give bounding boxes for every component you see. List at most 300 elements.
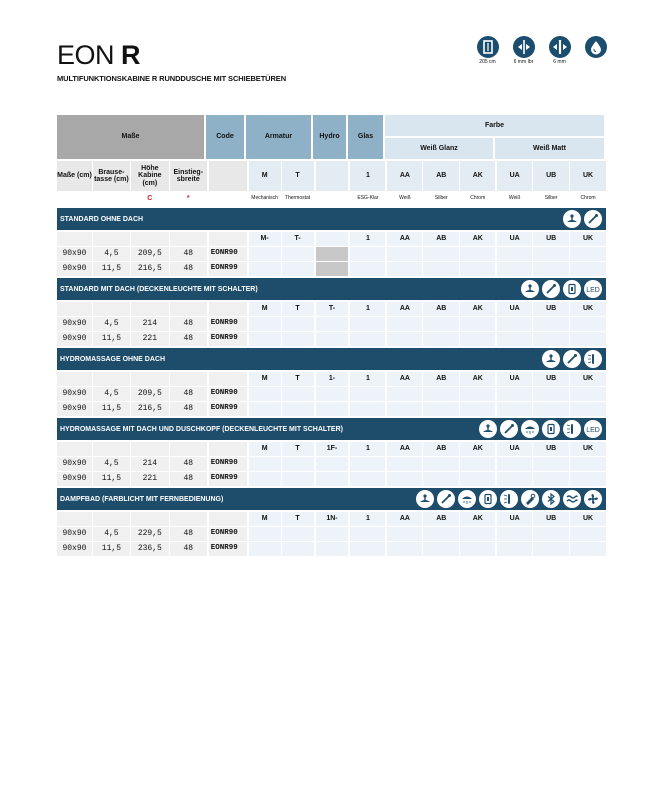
cell-empty (282, 317, 314, 331)
cell-code: EONR90 (209, 247, 247, 261)
header-armatur: Armatur (246, 115, 311, 159)
cell-empty (316, 542, 349, 556)
code-ak: AK (460, 302, 495, 316)
code-cell-empty (209, 372, 247, 386)
title-bold: R (121, 40, 141, 70)
cell-empty (497, 332, 532, 346)
cell-hoehe: 216,5 (131, 402, 169, 416)
cell-empty (249, 262, 281, 276)
code-t: T (282, 512, 314, 526)
cell-masse: 90x90 (57, 262, 92, 276)
water-drop-icon (585, 36, 607, 58)
cell-code: EONR90 (209, 527, 247, 541)
cell-empty (350, 247, 385, 261)
section-title: STANDARD MIT DACH (DECKENLEUCHTE MIT SCHALTER) (60, 285, 258, 293)
section-code-row (57, 372, 606, 386)
cell-empty (282, 402, 314, 416)
table-row (57, 387, 606, 401)
cell-empty (570, 472, 606, 486)
cell-empty (460, 262, 495, 276)
cell-empty (570, 542, 606, 556)
code-t: T- (282, 232, 314, 246)
cell-empty (249, 247, 281, 261)
cell-code: EONR90 (209, 387, 247, 401)
cell-empty (570, 317, 606, 331)
cell-empty (533, 402, 569, 416)
table-row (57, 317, 606, 331)
code-ak: AK (460, 512, 495, 526)
seat-icon (479, 420, 497, 438)
col-brausetasse: Brause-tasse (cm) (93, 161, 130, 191)
code-cell-empty (131, 372, 169, 386)
shower-hand-icon (584, 210, 602, 228)
section-header (57, 278, 606, 300)
code-m: M (249, 302, 281, 316)
code-cell-empty (57, 302, 92, 316)
cell-empty (350, 387, 385, 401)
code-cell-empty (131, 512, 169, 526)
code-hydro: 1- (316, 372, 349, 386)
cell-empty (316, 317, 349, 331)
cell-empty (423, 542, 459, 556)
cell-hoehe: 209,5 (131, 247, 169, 261)
code-cell-empty (170, 372, 207, 386)
code-cell-empty (93, 372, 130, 386)
col-ua: UA (497, 161, 532, 191)
code-cell-empty (170, 512, 207, 526)
cell-empty (533, 332, 569, 346)
code-ak: AK (460, 232, 495, 246)
cell-empty (249, 457, 281, 471)
code-ua: UA (497, 442, 532, 456)
color-light-icon (521, 490, 539, 508)
code-cell-empty (131, 442, 169, 456)
code-cell-empty (57, 232, 92, 246)
product-table (57, 115, 606, 556)
code-ak: AK (460, 442, 495, 456)
col-uk: UK (570, 161, 606, 191)
cell-empty (387, 457, 422, 471)
code-cell-empty (93, 302, 130, 316)
section-feature-icons (521, 280, 602, 298)
cell-empty (423, 527, 459, 541)
code-ub: UB (533, 232, 569, 246)
body-jets-icon (500, 490, 518, 508)
cell-empty (282, 247, 314, 261)
product-title (57, 40, 140, 71)
cell-code: EONR90 (209, 317, 247, 331)
seat-icon (416, 490, 434, 508)
code-aa: AA (387, 372, 422, 386)
cell-empty (423, 457, 459, 471)
col-ab: AB (423, 161, 459, 191)
cell-code: EONR99 (209, 262, 247, 276)
cell-empty (316, 402, 349, 416)
col-code-empty (209, 161, 247, 191)
cell-empty (282, 472, 314, 486)
cell-einstieg: 48 (170, 247, 207, 261)
code-uk: UK (570, 512, 606, 526)
title-light: EON (57, 40, 115, 70)
cell-empty (497, 262, 532, 276)
section-feature-icons (563, 210, 602, 228)
shower-hand-icon (542, 280, 560, 298)
glass-6mm-icon (513, 36, 535, 58)
cell-empty (533, 527, 569, 541)
cell-empty (460, 387, 495, 401)
table-row (57, 542, 606, 556)
code-ab: AB (423, 442, 459, 456)
table-row (57, 247, 606, 261)
cell-empty (460, 542, 495, 556)
cell-empty (497, 457, 532, 471)
table-row (57, 457, 606, 471)
col-hydro-empty (316, 161, 349, 191)
svg-text:LED: LED (586, 427, 600, 434)
cell-empty (423, 402, 459, 416)
cell-empty (570, 457, 606, 471)
cell-empty (533, 472, 569, 486)
color-name-aa: Weiß (399, 195, 411, 202)
cell-code: EONR99 (209, 332, 247, 346)
col-ak: AK (460, 161, 495, 191)
cell-empty (282, 542, 314, 556)
c-mark: C (147, 195, 153, 203)
height-icon (477, 36, 499, 58)
body-jets-icon (563, 420, 581, 438)
cell-empty (387, 387, 422, 401)
height-icon-box (474, 36, 501, 65)
cell-tasse: 11,5 (93, 542, 130, 556)
cell-code: EONR99 (209, 472, 247, 486)
code-ab: AB (423, 302, 459, 316)
code-cell-empty (209, 442, 247, 456)
bluetooth-icon (542, 490, 560, 508)
code-hydro: 1N- (316, 512, 349, 526)
cell-hoehe: 229,5 (131, 527, 169, 541)
head-shower-icon (458, 490, 476, 508)
code-ab: AB (423, 372, 459, 386)
header-farbe: Farbe (385, 115, 604, 136)
cell-einstieg: 48 (170, 317, 207, 331)
color-name-uk: Chrom (580, 195, 596, 202)
code-ub: UB (533, 442, 569, 456)
code-cell-empty (209, 302, 247, 316)
cell-empty (497, 317, 532, 331)
shower-hand-icon (437, 490, 455, 508)
mech-label: Mechanisch (251, 195, 278, 202)
cell-empty (460, 472, 495, 486)
color-name-ab: Silber (434, 195, 448, 202)
led-icon (584, 280, 602, 298)
cell-masse: 90x90 (57, 387, 92, 401)
code-ub: UB (533, 372, 569, 386)
cell-empty (570, 387, 606, 401)
cell-empty (316, 457, 349, 471)
code-t: T (282, 442, 314, 456)
code-aa: AA (387, 512, 422, 526)
col-glas: 1 (350, 161, 385, 191)
cell-masse: 90x90 (57, 402, 92, 416)
section-code-row (57, 442, 606, 456)
header-code: Code (206, 115, 244, 159)
cell-empty (570, 247, 606, 261)
code-glas: 1 (350, 442, 385, 456)
cell-empty (497, 527, 532, 541)
header-weiss-glanz: Weiß Glanz (385, 138, 493, 159)
cell-tasse: 11,5 (93, 262, 130, 276)
col-hoehe: Höhe Kabine (cm) (131, 161, 169, 191)
seat-icon (563, 210, 581, 228)
table-row (57, 527, 606, 541)
col-masse-cm: Maße (cm) (57, 161, 92, 191)
cell-empty (350, 402, 385, 416)
code-hydro (316, 232, 349, 246)
star-mark: * (186, 195, 190, 203)
led-icon (584, 420, 602, 438)
height-label: 205 cm (479, 59, 496, 65)
cell-empty (497, 542, 532, 556)
cell-empty (533, 457, 569, 471)
cell-empty (570, 262, 606, 276)
cell-einstieg: 48 (170, 472, 207, 486)
code-ab: AB (423, 512, 459, 526)
cell-empty (497, 387, 532, 401)
cell-masse: 90x90 (57, 457, 92, 471)
header-row-1 (57, 115, 606, 159)
col-einstieg: Einstieg-sbreite (170, 161, 207, 191)
cell-einstieg: 48 (170, 402, 207, 416)
section-header (57, 418, 606, 440)
cell-empty (282, 457, 314, 471)
table-row (57, 332, 606, 346)
table-row (57, 262, 606, 276)
code-m: M (249, 442, 281, 456)
col-m: M (249, 161, 281, 191)
section-title: HYDROMASSAGE OHNE DACH (60, 355, 166, 363)
switch-icon (479, 490, 497, 508)
cell-empty (460, 317, 495, 331)
fan-icon (584, 490, 602, 508)
cell-empty (249, 387, 281, 401)
code-m: M (249, 372, 281, 386)
code-cell-empty (93, 232, 130, 246)
cell-empty (316, 332, 349, 346)
cell-empty (249, 542, 281, 556)
cell-tasse: 4,5 (93, 387, 130, 401)
section-feature-icons (416, 490, 602, 508)
section-title: STANDARD OHNE DACH (60, 215, 144, 223)
col-aa: AA (387, 161, 422, 191)
cell-einstieg: 48 (170, 332, 207, 346)
section-header (57, 488, 606, 510)
code-ub: UB (533, 512, 569, 526)
color-name-ak: Chrom (470, 195, 486, 202)
cell-empty (350, 527, 385, 541)
cell-empty (249, 402, 281, 416)
code-cell-empty (57, 442, 92, 456)
cell-empty (460, 332, 495, 346)
code-aa: AA (387, 442, 422, 456)
glass-thickness-label: 6 mm (553, 59, 566, 65)
cell-hoehe: 214 (131, 317, 169, 331)
body-jets-icon (584, 350, 602, 368)
code-ua: UA (497, 372, 532, 386)
cell-empty (282, 262, 314, 276)
cell-empty (387, 402, 422, 416)
cell-empty (460, 402, 495, 416)
svg-text:LED: LED (586, 287, 600, 294)
cell-empty (460, 247, 495, 261)
cell-empty (533, 387, 569, 401)
code-uk: UK (570, 442, 606, 456)
cell-empty (316, 387, 349, 401)
header-hydro: Hydro (313, 115, 346, 159)
cell-empty (387, 262, 422, 276)
cell-einstieg: 48 (170, 457, 207, 471)
cell-code: EONR99 (209, 542, 247, 556)
code-uk: UK (570, 372, 606, 386)
cell-empty (282, 387, 314, 401)
cell-tasse: 4,5 (93, 247, 130, 261)
cell-code: EONR90 (209, 457, 247, 471)
cell-einstieg: 48 (170, 387, 207, 401)
cell-empty (350, 472, 385, 486)
cell-empty (249, 527, 281, 541)
cell-hoehe: 221 (131, 332, 169, 346)
cell-hoehe: 221 (131, 472, 169, 486)
glass-thickness-icon-box (546, 36, 573, 65)
col-t: T (282, 161, 314, 191)
code-t: T (282, 302, 314, 316)
cell-tasse: 4,5 (93, 317, 130, 331)
cell-empty (316, 247, 349, 261)
cell-tasse: 4,5 (93, 527, 130, 541)
code-ub: UB (533, 302, 569, 316)
cell-empty (282, 527, 314, 541)
sections-container (57, 208, 606, 556)
cell-empty (387, 332, 422, 346)
cell-hoehe: 214 (131, 457, 169, 471)
cell-tasse: 11,5 (93, 402, 130, 416)
code-m: M- (249, 232, 281, 246)
cell-empty (423, 387, 459, 401)
cell-empty (497, 472, 532, 486)
steam-icon (563, 490, 581, 508)
cell-masse: 90x90 (57, 332, 92, 346)
cell-empty (387, 527, 422, 541)
code-hydro: 1F- (316, 442, 349, 456)
section-code-row (57, 232, 606, 246)
code-hydro: T- (316, 302, 349, 316)
code-cell-empty (170, 302, 207, 316)
code-ab: AB (423, 232, 459, 246)
code-uk: UK (570, 232, 606, 246)
product-subtitle: MULTIFUNKTIONSKABINE R RUNDDUSCHE MIT SCHIEBETÜREN (57, 74, 287, 83)
section-code-row (57, 302, 606, 316)
cell-empty (316, 527, 349, 541)
section-feature-icons (542, 350, 602, 368)
cell-hoehe: 209,5 (131, 387, 169, 401)
code-cell-empty (57, 512, 92, 526)
glass-thickness-icon (549, 36, 571, 58)
cell-empty (387, 247, 422, 261)
header-farbe-group (385, 115, 604, 159)
cell-einstieg: 48 (170, 542, 207, 556)
cell-tasse: 11,5 (93, 332, 130, 346)
code-cell-empty (131, 232, 169, 246)
color-name-ua: Weiß (508, 195, 521, 202)
cell-empty (350, 542, 385, 556)
cell-empty (460, 457, 495, 471)
cell-tasse: 11,5 (93, 472, 130, 486)
code-ak: AK (460, 372, 495, 386)
cell-empty (316, 262, 349, 276)
thermo-label: Thermostat (284, 195, 311, 202)
cell-empty (570, 527, 606, 541)
esg-label: ESG-Klar (357, 195, 379, 202)
header-farbe-sub (385, 138, 604, 159)
code-m: M (249, 512, 281, 526)
cell-empty (423, 472, 459, 486)
cell-empty (350, 457, 385, 471)
section-code-row (57, 512, 606, 526)
code-ua: UA (497, 232, 532, 246)
seat-icon (542, 350, 560, 368)
cell-hoehe: 216,5 (131, 262, 169, 276)
cell-empty (497, 402, 532, 416)
water-drop-icon-box (582, 36, 609, 65)
cell-einstieg: 48 (170, 262, 207, 276)
code-glas: 1 (350, 512, 385, 526)
code-t: T (282, 372, 314, 386)
code-cell-empty (209, 232, 247, 246)
cell-empty (460, 527, 495, 541)
glass-6mm-icon-box (510, 36, 537, 65)
code-glas: 1 (350, 302, 385, 316)
code-glas: 1 (350, 372, 385, 386)
header-row-3 (57, 192, 606, 206)
cell-empty (249, 332, 281, 346)
code-cell-empty (170, 442, 207, 456)
cell-masse: 90x90 (57, 542, 92, 556)
cell-empty (423, 262, 459, 276)
cell-empty (282, 332, 314, 346)
col-ub: UB (533, 161, 569, 191)
shower-hand-icon (563, 350, 581, 368)
cell-empty (423, 317, 459, 331)
seat-icon (521, 280, 539, 298)
code-glas: 1 (350, 232, 385, 246)
cell-empty (533, 317, 569, 331)
section-feature-icons (479, 420, 602, 438)
code-ua: UA (497, 512, 532, 526)
cell-empty (350, 262, 385, 276)
top-icons (474, 36, 609, 65)
cell-empty (249, 317, 281, 331)
cell-masse: 90x90 (57, 527, 92, 541)
cell-masse: 90x90 (57, 317, 92, 331)
cell-code: EONR99 (209, 402, 247, 416)
code-cell-empty (93, 442, 130, 456)
cell-empty (387, 472, 422, 486)
head-shower-icon (521, 420, 539, 438)
cell-empty (497, 247, 532, 261)
cell-empty (350, 332, 385, 346)
header-row-2 (57, 161, 606, 191)
table-row (57, 472, 606, 486)
section-header (57, 348, 606, 370)
